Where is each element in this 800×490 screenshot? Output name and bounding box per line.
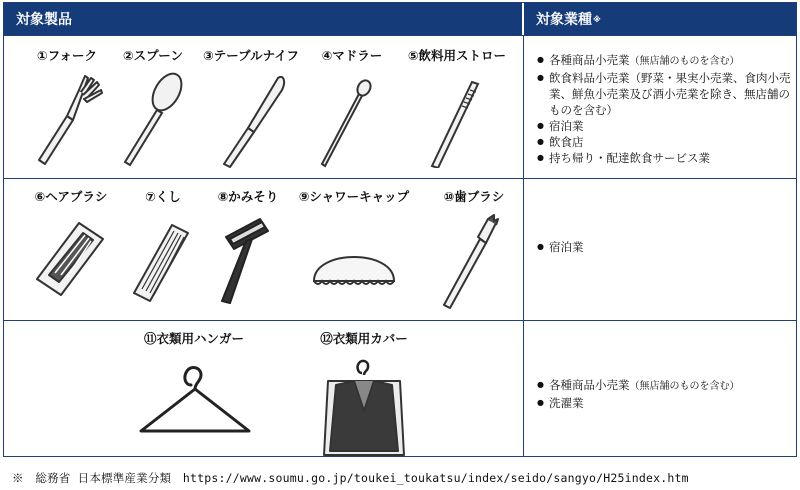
item-comb [128,187,198,309]
item-toothbrush [434,187,514,309]
item-clothes-cover-label: ⑫衣類用カバー [320,331,408,346]
straw-icon [412,68,502,168]
item-drinking-straw [398,46,516,168]
item-table-knife [196,46,306,168]
row-tableware [4,35,796,178]
item-shower-cap-label: ⑨シャワーキャップ [298,189,410,204]
item-clothes-cover [304,329,424,459]
row-tableware-products [4,36,524,178]
industry-item: ● 各種商品小売業（無店舗のものを含む） [537,52,796,70]
row-toiletries-products [4,179,524,320]
comb-icon [128,209,198,309]
header-industries [524,3,796,35]
item-spoon [112,46,194,168]
item-hairbrush [26,187,116,309]
products-table [3,2,797,457]
row-toiletries [4,178,796,320]
item-toothbrush-label: ⑩歯ブラシ [443,189,505,204]
row-tableware-industries [525,36,796,178]
header-products-label: 対象製品 [16,12,72,28]
industry-item: ● 持ち帰り・配達飲食サービス業 [537,150,796,166]
fork-icon [27,68,107,168]
header-products [4,3,524,35]
item-fork-label: ①フォーク [37,48,97,63]
row-clothing [4,320,796,456]
item-fork [26,46,108,168]
industry-item: ● 洗濯業 [537,395,796,411]
knife-icon [206,68,296,168]
industry-item: ● 飲食料品小売業（野菜・果実小売業、食肉小売業、鮮魚小売業及び酒小売業を除き、無店舗のものを含む） [537,70,796,118]
item-razor [208,187,288,309]
header-industries-mark: ※ [593,14,601,24]
spoon-icon [113,68,193,168]
item-muddler-label: ④マドラー [321,48,383,63]
item-clothes-hanger [124,329,264,451]
header-industries-label: 対象業種 [536,12,592,28]
item-spoon-label: ②スプーン [123,48,183,63]
row-clothing-industries [525,321,796,456]
industry-item: ● 各種商品小売業（無店舗のものを含む） [537,377,796,395]
item-comb-label: ⑦くし [145,189,181,204]
razor-icon [208,209,288,309]
hairbrush-icon [29,209,113,309]
garment-cover-icon [314,351,414,459]
item-drinking-straw-label: ⑤飲料用ストロー [407,48,507,63]
item-clothes-hanger-label: ⑪衣類用ハンガー [143,331,244,346]
toothbrush-icon [434,209,514,309]
shower-cap-icon [304,209,404,309]
item-table-knife-label: ③テーブルナイフ [203,48,299,63]
industry-item: ● 宿泊業 [537,239,796,255]
row-clothing-products [4,321,524,456]
muddler-icon [312,68,392,168]
item-muddler [312,46,392,168]
industry-item: ● 飲食店 [537,134,796,150]
item-razor-label: ⑧かみそり [217,189,279,204]
footer-note: ※ 総務省 日本標準産業分類 https://www.soumu.go.jp/toukei_toukatsu/index/seido/sangyo/H25index.htm [12,471,689,485]
industry-item: ● 宿泊業 [537,118,796,134]
item-shower-cap [294,187,414,309]
row-toiletries-industries [525,179,796,320]
hanger-icon [129,351,259,451]
item-hairbrush-label: ⑥ヘアブラシ [34,189,108,204]
